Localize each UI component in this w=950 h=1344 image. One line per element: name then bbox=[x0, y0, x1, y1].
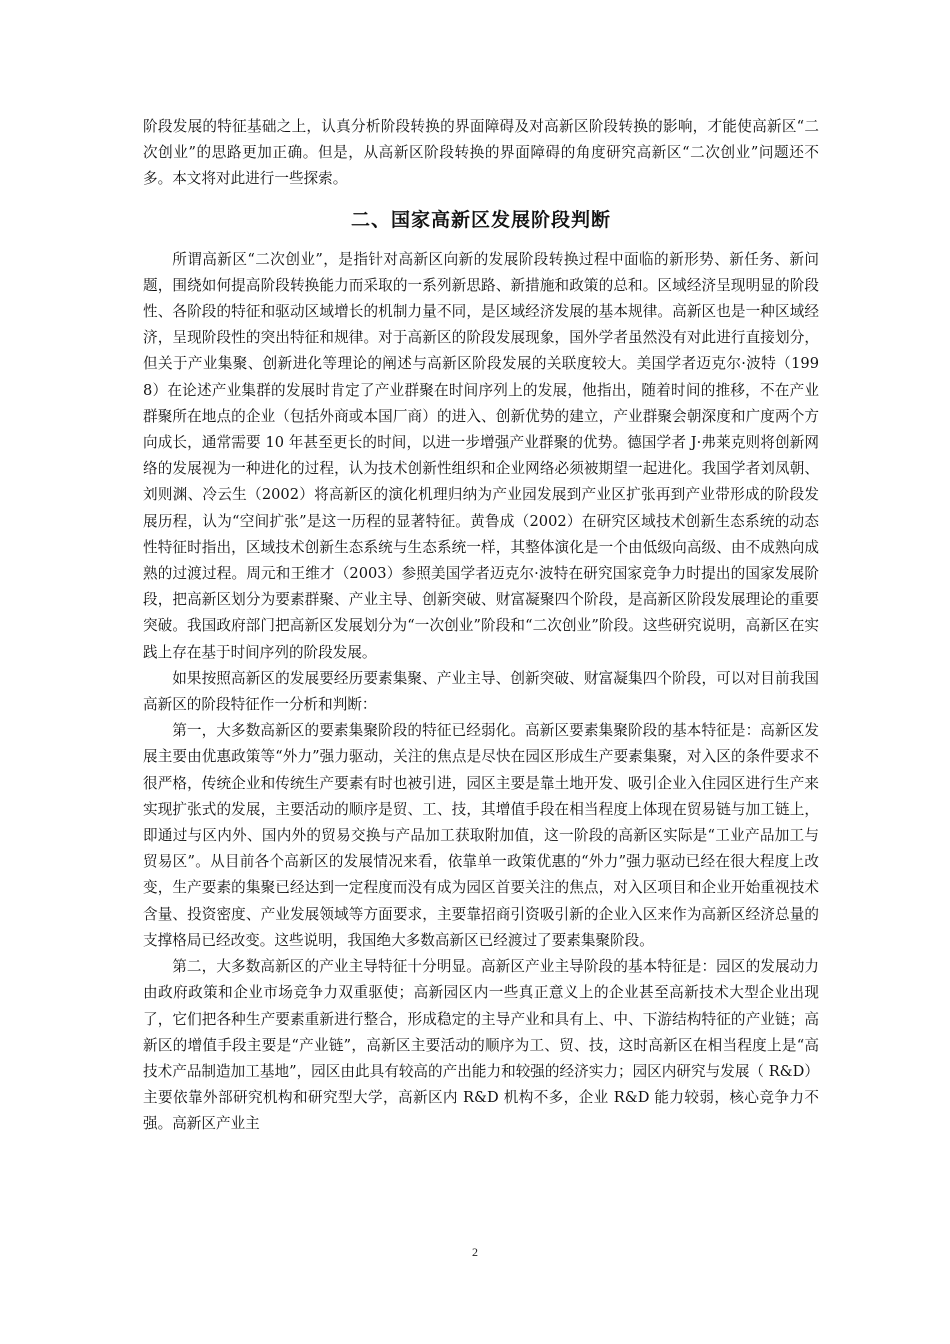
document-body bbox=[143, 114, 819, 1138]
section-heading: 二、国家高新区发展阶段判断 bbox=[350, 208, 611, 231]
body-paragraph-definition: 所谓高新区“二次创业”，是指针对高新区向新的发展阶段转换过程中面临的新形势、新任务、新问题，围绕如何提高阶段转换能力而采取的一系列新思路、新措施和政策的总和。区域经济呈现明显的阶段性、各阶段的特征和驱动区域增长的机制力量不同，是区域经济发展的基本规律。高新区也是一种区域经济，呈现阶段性的突出特征和规律。对于高新区的阶段发展现象，国外学者虽然没有对此进行直接划分，但关于产业集聚、创新进化等理论的阐述与高新区阶段发展的关联度较大。美国学者迈克尔·波特（1998）在论述产业集群的发展时肯定了产业群聚在时间序列上的发展，他指出，随着时间的推移，不在产业群聚所在地点的企业（包括外商或本国厂商）的进入、创新优势的建立，产业群聚会朝深度和广度两个方向成长，通常需要 10 年甚至更长的时间，以进一步增强产业群聚的优势。德国学者 J·弗莱克则将创新网络的发展视为一种进化的过程，认为技术创新性组织和企业网络必须被期望一起进化。我国学者刘凤朝、刘则渊、冷云生（2002）将高新区的演化机理归纳为产业园发展到产业区扩张再到产业带形成的阶段发展历程，认为“空间扩张”是这一历程的显著特征。黄鲁成（2002）在研究区域技术创新生态系统的动态性特征时指出，区域技术创新生态系统与生态系统一样，其整体演化是一个由低级向高级、由不成熟向成熟的过渡过程。周元和王维才（2003）参照美国学者迈克尔·波特在研究国家竞争力时提出的国家发展阶段，把高新区划分为要素群聚、产业主导、创新突破、财富凝聚四个阶段，是高新区阶段发展理论的重要突破。我国政府部门把高新区发展划分为“一次创业”阶段和“二次创业”阶段。这些研究说明，高新区在实践上存在基于时间序列的阶段发展。 bbox=[143, 250, 819, 661]
body-paragraph-first: 第一，大多数高新区的要素集聚阶段的特征已经弱化。高新区要素集聚阶段的基本特征是：高新区发展主要由优惠政策等“外力”强力驱动，关注的焦点是尽快在园区形成生产要素集聚，对入区的条件要求不很严格，传统企业和传统生产要素有时也被引进，园区主要是靠土地开发、吸引企业入住园区进行生产来实现扩张式的发展，主要活动的顺序是贸、工、技，其增值手段在相当程度上体现在贸易链与加工链上， 即通过与区内外、国内外的贸易交换与产品加工获取附加值，这一阶段的高新区实际是“工业产品加工与贸易区”。从目前各个高新区的发展情况来看，依靠单一政策优惠的“外力”强力驱动已经在很大程度上改变，生产要素的集聚已经达到一定程度而没有成为园区首要关注的焦点，对入区项目和企业开始重视技术含量、投资密度、产业发展领域等方面要求，主要靠招商引资吸引新的企业入区来作为高新区经济总量的支撑格局已经改变。这些说明，我国绝大多数高新区已经渡过了要素集聚阶段。 bbox=[143, 722, 819, 949]
body-paragraph-intro: 阶段发展的特征基础之上，认真分析阶段转换的界面障碍及对高新区阶段转换的影响，才能使高新区“二次创业”的思路更加正确。但是，从高新区阶段转换的界面障碍的角度研究高新区“二次创业”问题还不多。本文将对此进行一些探索。 bbox=[143, 118, 819, 188]
page-number: 2 bbox=[472, 1245, 478, 1259]
body-paragraph-second: 第二，大多数高新区的产业主导特征十分明显。高新区产业主导阶段的基本特征是：园区的发展动力由政府政策和企业市场竞争力双重驱使；高新园区内一些真正意义上的企业甚至高新技术大型企业出现了，它们把各种生产要素重新进行整合，形成稳定的主导产业和具有上、中、下游结构特征的产业链；高新区的增值手段主要是“产业链”，高新区主要活动的顺序为工、贸、技，这时高新区在相当程度上是“高技术产品制造加工基地”，园区由此具有较高的产出能力和较强的经济实力；园区内研究与发展（ R&D）主要依靠外部研究机构和研究型大学，高新区内 R&D 机构不多，企业 R&D 能力较弱，核心竞争力不强。高新区产业主 bbox=[143, 958, 819, 1133]
body-paragraph-stages: 如果按照高新区的发展要经历要素集聚、产业主导、创新突破、财富凝集四个阶段，可以对目前我国高新区的阶段特征作一分析和判断： bbox=[143, 669, 819, 714]
